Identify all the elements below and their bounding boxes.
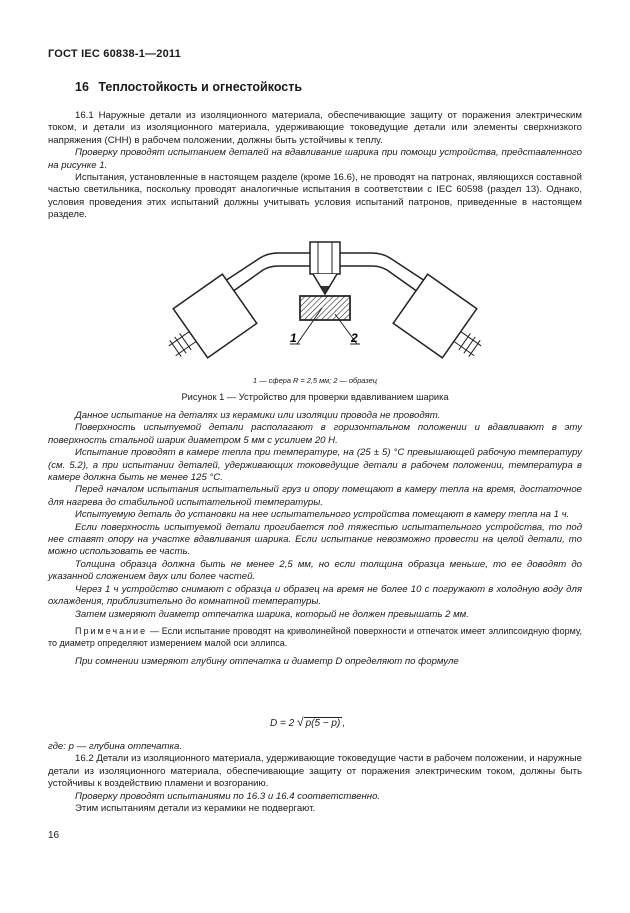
section-number: 16 — [75, 80, 89, 94]
paragraph-check-16-3-16-4: Проверку проводят испытаниями по 16.3 и 16.4 соответственно. — [75, 790, 381, 802]
paragraph-temperature: Испытание проводят в камере тепла при температуре, на (25 ± 5) °С превышающей рабочую температуру (см. 5.2), а при испытании деталей, удерживающих токоведущие детали в рабочем положении, температура в камере должна быть не менее 125 °С. — [48, 447, 582, 484]
paragraph-surface: Поверхность испытуемой детали располагают в горизонтальном положении и вдавливают в эту поверхность стальной шарик диаметром 5 мм с усилием 20 Н. — [48, 422, 582, 446]
note-text: — Если испытание проводят на криволинейной поверхности и отпечаток имеет эллипсоидную форму, то диаметр определяют измерением малой оси эллипса. — [48, 625, 582, 649]
paragraph-16-1: 16.1 Наружные детали из изоляционного материала, обеспечивающие защиту от поражения электрическим током, и детали из изоляционного материала, удерживающие токоведущие детали или элементы сверхнизкого напряжения (СНН) в рабочем положении, должны быть устойчивы к теплу. — [48, 110, 582, 146]
paragraph-16-2: 16.2 Детали из изоляционного материала, удерживающие токоведущие части в рабочем положении, и наружные детали из изоляционного материала, обеспечивающие защиту от поражения электрическим током, должны быть устойчивы к воздействию пламени и возгоранию. — [48, 753, 582, 790]
paragraph-thickness: Толщина образца должна быть не менее 2,5 мм, но если толщина образца меньше, то ее доводят до указанной сложением двух или более частей. — [48, 558, 582, 583]
paragraph-diameter: Затем измеряют диаметр отпечатка шарика, который не должен превышать 2 мм. — [75, 608, 469, 620]
figure-label-2: 2 — [351, 331, 358, 345]
paragraph-block-1 — [48, 110, 582, 222]
paragraph-support: Если поверхность испытуемой детали прогибается под тяжестью испытательного устройства, то под нее ставят опору на участке вдавливания шарика. Если испытание невозможно провести на целой детали, то можно использовать ее часть. — [48, 521, 582, 558]
figure-caption: Рисунок 1 — Устройство для проверки вдавливанием шарика — [181, 392, 449, 402]
document-header: ГОСТ IEC 60838-1—2011 — [48, 48, 181, 60]
formula-radicand: p(5 − p) — [305, 718, 341, 729]
paragraph-ceramic-exempt: Этим испытаниям детали из керамики не подвергают. — [75, 803, 316, 815]
paragraph-cooling: Через 1 ч устройство снимают с образца и образец на время не более 10 с погружают в холодную воду для охлаждения, приблизительно до комнатной температуры. — [48, 583, 582, 608]
specimen-hatched — [300, 296, 350, 320]
paragraph-preheat: Перед началом испытания испытательный груз и опору помещают в камеру тепла на время, достаточное для нагрева до стабильной испытательной температуры. — [48, 484, 582, 508]
paragraph-block-4 — [48, 741, 582, 815]
where-clause: где: p — глубина отпечатка. — [48, 741, 183, 752]
formula-lhs: D = 2 — [270, 718, 295, 729]
formula-tail: , — [342, 718, 346, 729]
paragraph-no-ceramic: Данное испытание на деталях из керамики или изоляции провода не проводят. — [75, 410, 441, 421]
page-number: 16 — [48, 830, 60, 841]
paragraph-check-method: Проверку проводят испытанием деталей на вдавливание шарика при помощи устройства, представленного на рисунке 1. — [48, 147, 582, 171]
section-title: Теплостойкость и огнестойкость — [98, 80, 303, 94]
paragraph-part-conditioning: Испытуемую деталь до установки на нее испытательного устройства помещают в камеру тепла на 1 ч. — [75, 509, 570, 521]
section-heading — [75, 80, 302, 94]
note-label: Примечание — [75, 625, 148, 636]
formula: D = 2 √ p(5 − p) , — [270, 715, 346, 729]
figure-legend: 1 — сфера R = 2,5 мм; 2 — образец — [253, 376, 377, 385]
figure-label-1: 1 — [290, 331, 297, 345]
note — [48, 625, 582, 650]
ball-pressure-apparatus-figure — [150, 236, 500, 376]
paragraph-doubt: При сомнении измеряют глубину отпечатка и диаметр D определяют по формуле — [75, 655, 459, 667]
paragraph-block-2 — [48, 410, 582, 668]
paragraph-exceptions: Испытания, установленные в настоящем разделе (кроме 16.6), не проводят на патронах, являющихся составной частью светильника, поскольку проводят аналогичные испытания в соответствии с IEC 60598 (раздел 13). Однако, условия проведения этих испытаний должны учитывать условия испытаний патронов, приведенные в настоящем разделе. — [48, 172, 582, 221]
